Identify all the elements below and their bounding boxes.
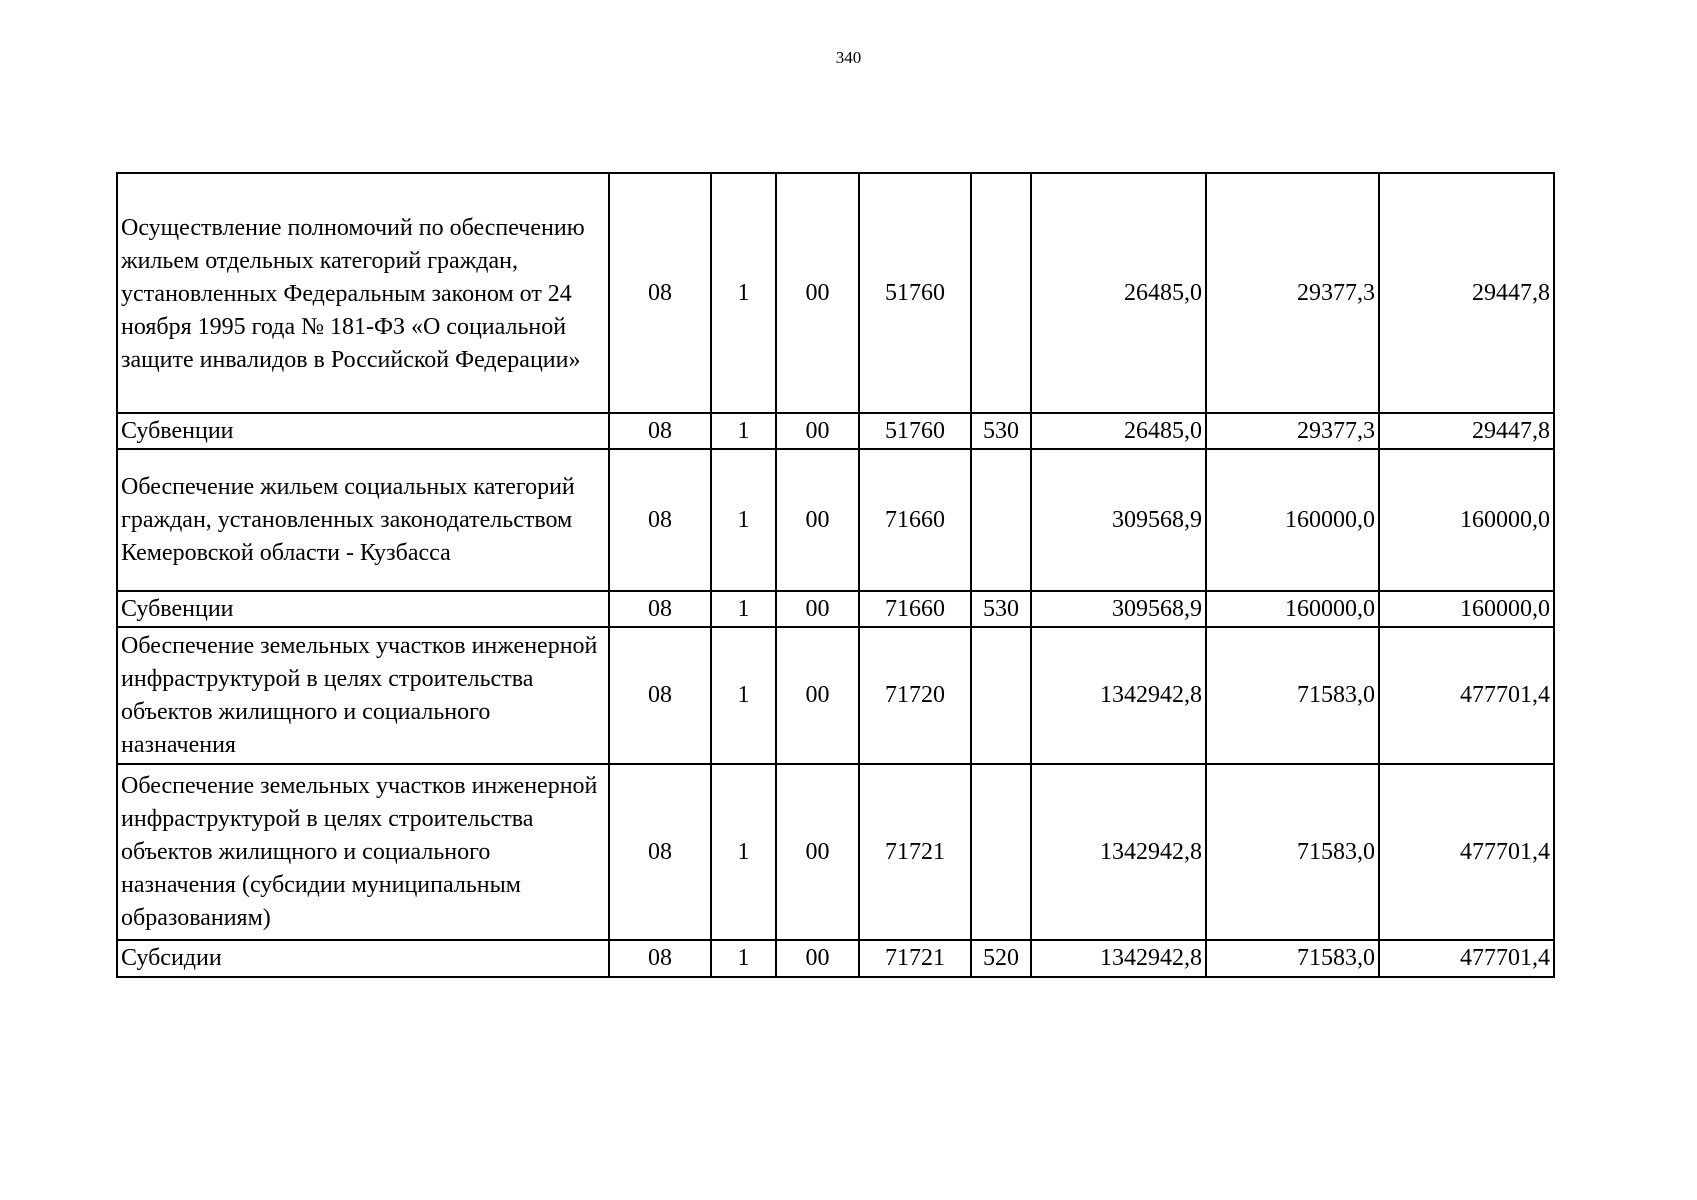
expense-type-code: [971, 449, 1031, 591]
amount-year-1: 26485,0: [1031, 413, 1206, 449]
amount-year-1: 1342942,8: [1031, 764, 1206, 940]
page-number: 340: [835, 48, 862, 67]
expense-type-code: 520: [971, 940, 1031, 977]
amount-year-2: 29377,3: [1206, 173, 1379, 413]
expense-type-code: [971, 764, 1031, 940]
amount-year-3: 477701,4: [1379, 940, 1554, 977]
row-name: Обеспечение жильем социальных категорий граждан, установленных законодательством Кемеровской области - Кузбасса: [117, 449, 609, 591]
amount-year-2: 29377,3: [1206, 413, 1379, 449]
section-code: 08: [609, 413, 711, 449]
amount-year-3: 477701,4: [1379, 764, 1554, 940]
target-code: 71660: [859, 591, 971, 627]
amount-year-1: 1342942,8: [1031, 940, 1206, 977]
expense-type-code: 530: [971, 413, 1031, 449]
amount-year-3: 477701,4: [1379, 627, 1554, 764]
amount-year-3: 160000,0: [1379, 449, 1554, 591]
program-code: 1: [711, 413, 776, 449]
row-name: Субвенции: [117, 413, 609, 449]
program-code: 1: [711, 173, 776, 413]
subprogram-code: 00: [776, 627, 859, 764]
subprogram-code: 00: [776, 449, 859, 591]
amount-year-2: 160000,0: [1206, 591, 1379, 627]
expense-type-code: 530: [971, 591, 1031, 627]
amount-year-1: 1342942,8: [1031, 627, 1206, 764]
target-code: 51760: [859, 173, 971, 413]
amount-year-1: 309568,9: [1031, 449, 1206, 591]
row-name: Осуществление полномочий по обеспечению жильем отдельных категорий граждан, установленных Федеральным законом от 24 ноября 1995 года № 181-ФЗ «О социальной защите инвалидов в Российской Федерации»: [117, 173, 609, 413]
amount-year-2: 71583,0: [1206, 764, 1379, 940]
amount-year-3: 29447,8: [1379, 173, 1554, 413]
amount-year-2: 71583,0: [1206, 627, 1379, 764]
table-row: [117, 940, 1554, 977]
section-code: 08: [609, 173, 711, 413]
section-code: 08: [609, 764, 711, 940]
table-row: [117, 764, 1554, 940]
table-row: [117, 627, 1554, 764]
section-code: 08: [609, 940, 711, 977]
budget-table: [116, 172, 1555, 978]
row-name: Субвенции: [117, 591, 609, 627]
target-code: 71660: [859, 449, 971, 591]
section-code: 08: [609, 627, 711, 764]
target-code: 71721: [859, 764, 971, 940]
target-code: 71721: [859, 940, 971, 977]
row-name: Обеспечение земельных участков инженерной инфраструктурой в целях строительства объектов жилищного и социального назначения (субсидии муниципальным образованиям): [117, 764, 609, 940]
amount-year-1: 309568,9: [1031, 591, 1206, 627]
table-row: [117, 413, 1554, 449]
amount-year-2: 160000,0: [1206, 449, 1379, 591]
subprogram-code: 00: [776, 940, 859, 977]
program-code: 1: [711, 940, 776, 977]
amount-year-1: 26485,0: [1031, 173, 1206, 413]
target-code: 71720: [859, 627, 971, 764]
subprogram-code: 00: [776, 173, 859, 413]
program-code: 1: [711, 764, 776, 940]
amount-year-3: 160000,0: [1379, 591, 1554, 627]
program-code: 1: [711, 627, 776, 764]
amount-year-2: 71583,0: [1206, 940, 1379, 977]
program-code: 1: [711, 591, 776, 627]
expense-type-code: [971, 627, 1031, 764]
row-name: Обеспечение земельных участков инженерной инфраструктурой в целях строительства объектов жилищного и социального назначения: [117, 627, 609, 764]
table-row: [117, 449, 1554, 591]
section-code: 08: [609, 591, 711, 627]
section-code: 08: [609, 449, 711, 591]
target-code: 51760: [859, 413, 971, 449]
subprogram-code: 00: [776, 764, 859, 940]
table-row: [117, 591, 1554, 627]
table-row: [117, 173, 1554, 413]
subprogram-code: 00: [776, 591, 859, 627]
row-name: Субсидии: [117, 940, 609, 977]
program-code: 1: [711, 449, 776, 591]
expense-type-code: [971, 173, 1031, 413]
amount-year-3: 29447,8: [1379, 413, 1554, 449]
subprogram-code: 00: [776, 413, 859, 449]
